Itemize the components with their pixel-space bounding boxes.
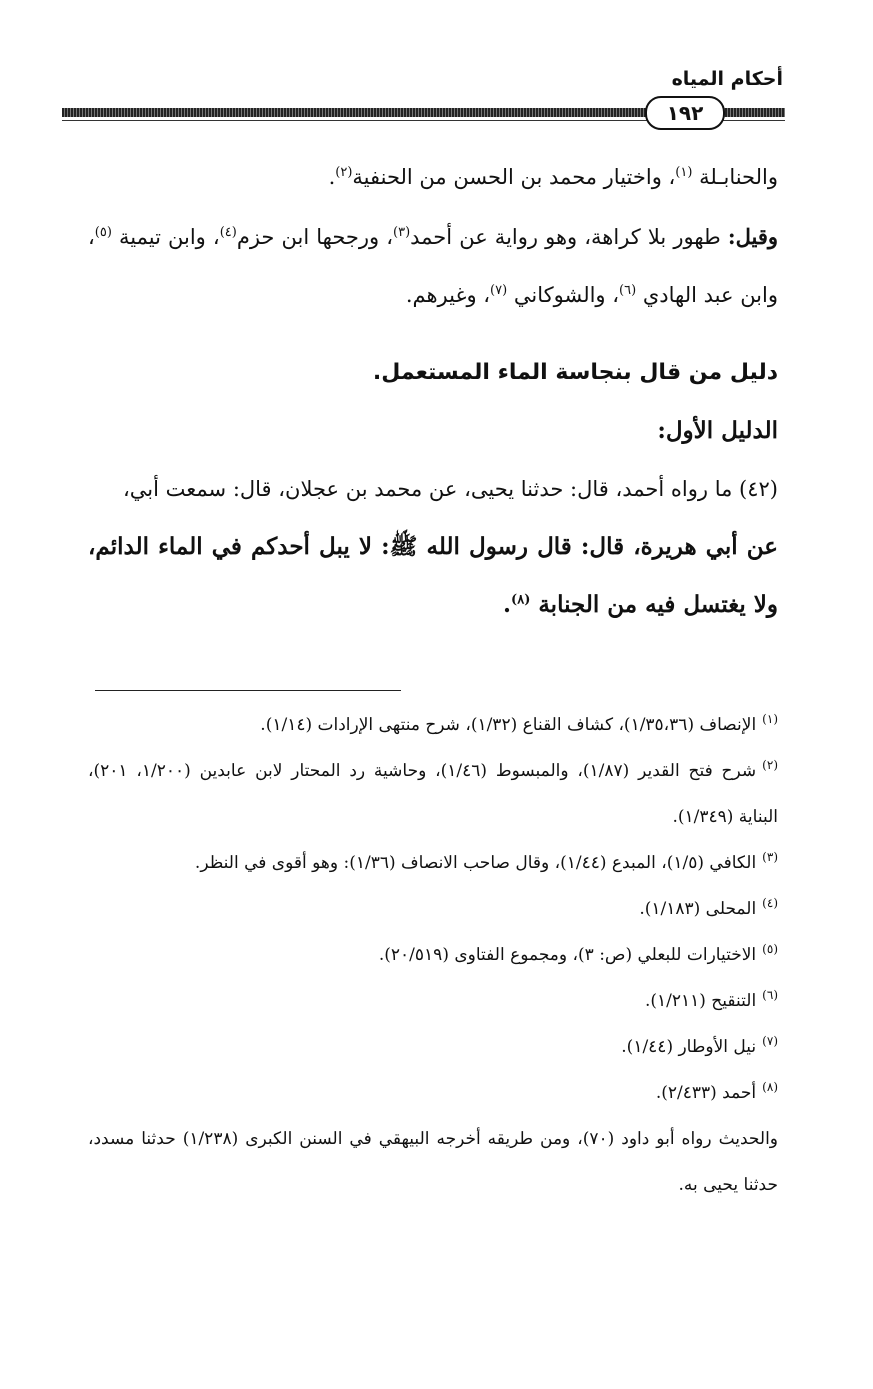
footnote [88,840,778,886]
footnote-text: الاختيارات للبعلي (ص: ٣)، ومجموع الفتاوى (٢٠/٥١٩). [378,945,757,965]
text-segment: . [503,591,512,618]
footnote [88,886,778,932]
footnote-number: (٣) [762,850,778,865]
footnote-ref: (٤) [219,225,237,240]
page-number: ١٩٢ [645,96,725,130]
footnotes [88,702,778,1208]
footnote-ref: (٨) [511,592,531,608]
footnote-ref: (٢) [335,165,353,180]
footnote-text: شرح فتح القدير (١/٨٧)، والمبسوط (١/٤٦)، وحاشية رد المحتار لابن عابدين (١/٢٠٠، ٢٠١)، البناية (١/٣٤٩). [88,761,778,827]
footnote-ref: (٧) [490,283,508,298]
sub-heading: الدليل الأول: [657,417,778,444]
paragraph-lead: وقيل: [727,224,779,249]
footnote [88,932,778,978]
footnote [88,1070,778,1116]
footnote-text: الإنصاف (١/٣٥،٣٦)، كشاف القناع (١/٣٢)، شرح منتهى الإرادات (١/١٤). [260,715,757,735]
paragraph-1 [88,148,778,206]
footnote-number: (٥) [762,942,778,957]
footnote-number: (١) [762,712,778,727]
running-title: أحكام المياه [671,68,783,90]
footnote-text: الكافي (١/٥)، المبدع (١/٤٤)، وقال صاحب الانصاف (١/٣٦): وهو أقوى في النظر. [194,853,757,873]
footnote-separator [95,690,401,691]
footnote [88,1024,778,1070]
text-segment: ، واختيار محمد بن الحسن من الحنفية [352,165,676,189]
main-text [88,148,778,634]
footnote-continuation: والحديث رواه أبو داود (٧٠)، ومن طريقه أخرجه البيهقي في السنن الكبرى (١/٢٣٨) حدثنا مسدد، حدثنا يحيى به. [88,1129,778,1195]
footnote-text: التنقيح (١/٢١١). [644,991,757,1011]
text-segment: ، والشوكاني [507,283,620,307]
footnote-ref: (٣) [393,225,411,240]
paragraph-2 [88,208,778,324]
text-segment: ، وابن عبد الهادي [88,225,778,307]
text-segment: ، وغيرهم. [405,283,491,307]
hadith-text [88,518,778,634]
footnote [88,702,778,748]
section-heading: دليل من قال بنجاسة الماء المستعمل. [372,360,778,385]
footnote-ref: (٥) [94,225,112,240]
footnote-ref: (١) [675,165,693,180]
footnote-number: (٤) [762,896,778,911]
footnote-number: (٧) [762,1034,778,1049]
footnote [88,978,778,1024]
text-segment: طهور بلا كراهة، وهو رواية عن أحمد [410,225,728,249]
footnote-text: نيل الأوطار (١/٤٤). [621,1037,757,1057]
footnote-number: (٦) [762,988,778,1003]
narration: (٤٢) ما رواه أحمد، قال: حدثنا يحيى، عن محمد بن عجلان، قال: سمعت أبي، [123,477,778,501]
footnote-number: (٢) [762,758,778,773]
footnote-number: (٨) [762,1080,778,1095]
footnote-ref: (٦) [619,283,637,298]
footnote [88,748,778,840]
footnote-text: أحمد (٢/٤٣٣). [655,1083,757,1103]
text-segment: عن أبي هريرة، قال: قال رسول الله ﷺ: لا يبل أحدكم في الماء الدائم، ولا يغتسل فيه من الجنابة [88,533,778,618]
text-segment: . [328,165,336,189]
text-segment: ، وابن تيمية [111,225,220,249]
footnote-text: المحلى (١/١٨٣). [639,899,757,919]
text-segment: ، ورجحها ابن حزم [236,225,393,249]
text-segment: والحنابـلة [692,165,778,189]
